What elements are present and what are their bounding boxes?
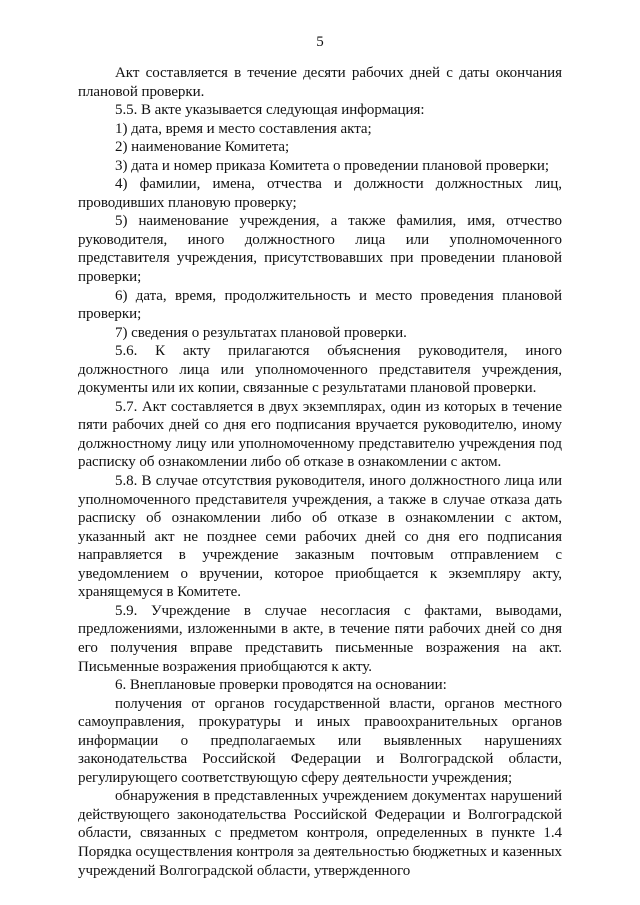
paragraph-6: 6. Внеплановые проверки проводятся на основании:: [115, 677, 447, 694]
list-item-5: 5) наименование учреждения, а также фамилия, имя, отчество руководителя, иного должностного лица или уполномоченного представителя учреждения, присутствовавших при проведении плановой проверки;: [78, 213, 562, 286]
paragraph-act-deadline: Акт составляется в течение десяти рабочих дней с даты окончания плановой проверки.: [78, 65, 562, 100]
list-item-2: 2) наименование Комитета;: [115, 139, 290, 156]
list-item-3: 3) дата и номер приказа Комитета о проведении плановой проверки;: [115, 157, 549, 174]
page-number: 5: [316, 34, 324, 50]
list-item-4: 4) фамилии, имена, отчества и должности должностных лиц, проводивших плановую проверку;: [78, 176, 562, 211]
list-item-1: 1) дата, время и место составления акта;: [115, 120, 372, 137]
paragraph-6-ground-1: получения от органов государственной власти, органов местного самоуправления, прокуратуры и иных правоохранительных органов информации о предполагаемых или выявленных нарушениях законодательства Российской Федерации и Волгоградской области, регулирующего соответствующую сферу деятельности учреждения;: [78, 695, 562, 786]
paragraph-5-5: 5.5. В акте указывается следующая информация:: [115, 102, 425, 119]
list-item-6: 6) дата, время, продолжительность и место проведения плановой проверки;: [78, 287, 562, 323]
paragraph-5-8: 5.8. В случае отсутствия руководителя, иного должностного лица или уполномоченного представителя учреждения, а также в случае отказа дать расписку об ознакомлении либо об отказе в ознакомлении с актом, указанный акт не позднее семи рабочих дней со дня его подписания направляется в учреждение заказным почтовым отправлением с уведомлением о вручении, которое приобщается к экземпляру акту, хранящемуся в Комитете.: [78, 473, 562, 601]
paragraph-6-ground-2: обнаружения в представленных учреждением документах нарушений действующего законодательства Российской Федерации и Волгоградской области, связанных с предметом контроля, определенных в пункте 1.4 Порядка осуществления контроля за деятельностью бюджетных и казенных учреждений Волгоградской области, утвержденного: [78, 788, 562, 879]
document-body: [78, 64, 562, 880]
paragraph-5-9: 5.9. Учреждение в случае несогласия с фактами, выводами, предложениями, изложенными в акте, в течение пяти рабочих дней со дня его получения вправе представить письменные возражения на акт. Письменные возражения приобщаются к акту.: [78, 602, 562, 675]
list-item-7: 7) сведения о результатах плановой проверки.: [115, 324, 407, 341]
paragraph-5-7: 5.7. Акт составляется в двух экземплярах, один из которых в течение пяти рабочих дней со дня его подписания вручается руководителю, иному должностному лицу или уполномоченному представителю учреждения под расписку об ознакомлении либо об отказе в ознакомлении с актом.: [78, 398, 562, 471]
paragraph-5-6: 5.6. К акту прилагаются объяснения руководителя, иного должностного лица или уполномоченного представителя учреждения, документы или их копии, связанные с результатами плановой проверки.: [78, 343, 562, 397]
